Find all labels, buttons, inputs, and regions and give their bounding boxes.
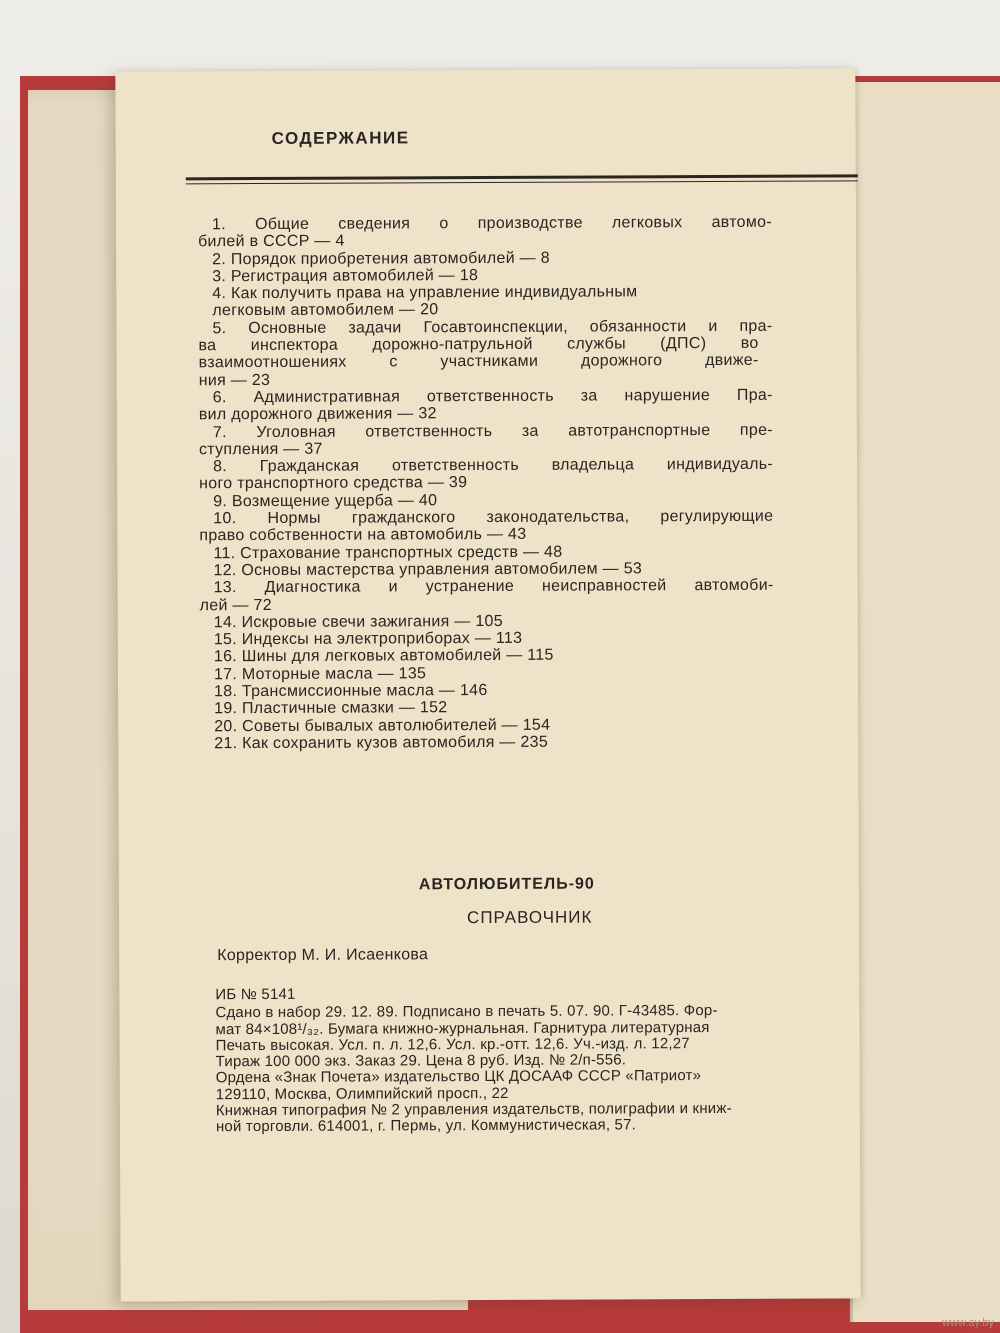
toc-line: легковым автомобилем — 20	[212, 301, 439, 320]
toc-line: 2. Порядок приобретения автомобилей — 8	[212, 249, 550, 268]
toc-line: 14. Искровые свечи зажигания — 105	[213, 612, 503, 632]
imprint-line: Книжная типография № 2 управления издательств, полиграфии и книж-	[215, 1100, 732, 1120]
toc-line: 3. Регистрация автомобилей — 18	[212, 266, 479, 286]
watermark: www.ay.by	[942, 1317, 994, 1329]
toc-line: 16. Шины для легковых автомобилей — 115	[213, 647, 554, 666]
table-of-contents	[198, 213, 774, 753]
heading-rule	[186, 174, 858, 180]
imprint-line: ИБ № 5141	[215, 985, 296, 1004]
imprint-block	[215, 984, 856, 1135]
toc-line: 4. Как получить права на управление индивидуальным	[212, 283, 638, 303]
toc-line: 6. Административная ответственность за нарушение Пра-	[212, 386, 773, 407]
toc-line: 5. Основные задачи Госавтоинспекции, обязанности и пра-	[212, 317, 773, 337]
toc-line: право собственности на автомобиль — 43	[199, 526, 527, 545]
toc-line: 13. Диагностика и устранение неисправностей автомоби-	[213, 576, 774, 597]
toc-line: 10. Нормы гражданского законодательства, регулирующие	[213, 507, 774, 528]
imprint-line: Ордена «Знак Почета» издательство ЦК ДОСААФ СССР «Патриот»	[215, 1067, 702, 1087]
toc-line: 9. Возмещение ущерба — 40	[213, 491, 438, 510]
toc-line: ва инспектора дорожно-патрульной службы (ДПС) во	[198, 334, 759, 355]
imprint-line: мат 84×108¹/₃₂. Бумага книжно-журнальная. Гарнитура литературная	[215, 1018, 710, 1038]
toc-line: билей в СССР — 4	[198, 232, 345, 251]
imprint-line: Тираж 100 000 экз. Заказ 29. Цена 8 руб. Изд. № 2/п-556.	[215, 1051, 627, 1071]
toc-line: лей — 72	[199, 596, 272, 614]
toc-line: взаимоотношениях с участниками дорожного движе-	[198, 352, 759, 372]
toc-line: 1. Общие сведения о производстве легковых автомо-	[211, 213, 773, 234]
toc-line: 11. Страхование транспортных средств — 48	[213, 543, 563, 562]
toc-line: 17. Моторные масла — 135	[213, 664, 427, 683]
corrector-credit: Корректор М. И. Исаенкова	[217, 946, 429, 965]
imprint-line: 129110, Москва, Олимпийский просп., 22	[215, 1084, 509, 1103]
toc-line: 15. Индексы на электроприборах — 113	[213, 629, 523, 649]
toc-line: 20. Советы бывалых автолюбителей — 154	[214, 716, 551, 735]
contents-heading: СОДЕРЖАНИЕ	[271, 128, 410, 148]
toc-line: 8. Гражданская ответственность владельца индивидуаль-	[213, 455, 774, 476]
toc-line: 19. Пластичные смазки — 152	[214, 699, 448, 718]
imprint-line: ной торговли. 614001, г. Пермь, ул. Коммунистическая, 57.	[215, 1116, 637, 1136]
toc-line: вил дорожного движения — 32	[198, 405, 437, 424]
toc-line: ного транспортного средства — 39	[199, 474, 468, 493]
toc-line: 7. Уголовная ответственность за автотранспортные пре-	[212, 421, 773, 441]
toc-line: 12. Основы мастерства управления автомобилем — 53	[213, 560, 643, 580]
front-page	[115, 68, 860, 1301]
toc-line: ния — 23	[198, 371, 271, 389]
toc-line: ступления — 37	[198, 440, 323, 459]
heading-rule-thin	[186, 180, 858, 184]
imprint-line: Сдано в набор 29. 12. 89. Подписано в печать 5. 07. 90. Г-43485. Фор-	[215, 1002, 718, 1022]
cover-inner-page	[850, 82, 1000, 1322]
toc-line: 21. Как сохранить кузов автомобиля — 235	[214, 733, 549, 753]
book-title: АВТОЛЮБИТЕЛЬ-90	[418, 875, 595, 894]
book-subtitle: СПРАВОЧНИК	[466, 907, 593, 928]
toc-line: 18. Трансмиссионные масла — 146	[213, 682, 488, 701]
imprint-line: Печать высокая. Усл. п. л. 12,6. Усл. кр.-отт. 12,6. Уч.-изд. л. 12,27	[215, 1035, 690, 1055]
